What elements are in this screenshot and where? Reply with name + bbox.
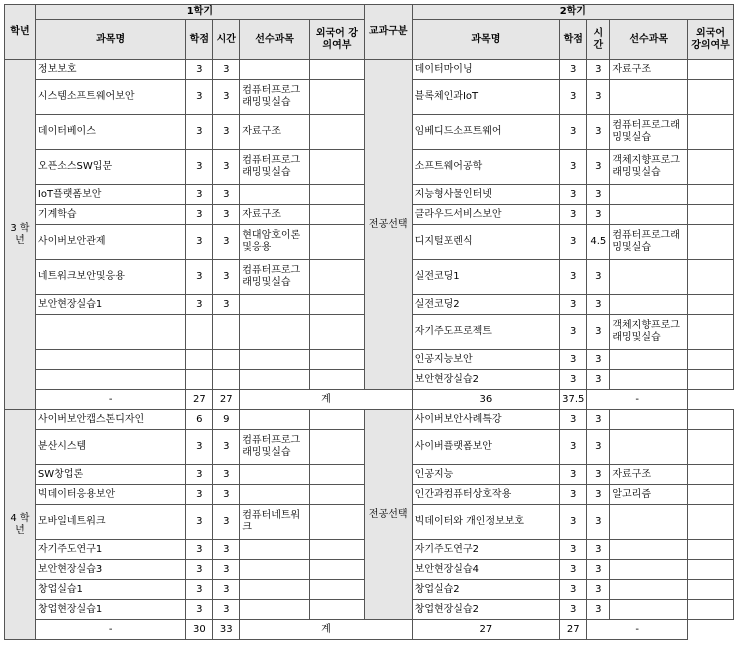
total-row <box>5 390 734 410</box>
s2-prereq-header: 선수과목 <box>610 20 688 60</box>
s1-foreign-lang <box>310 295 365 315</box>
s1-credit: 3 <box>186 80 213 115</box>
semester1-header: 1학기 <box>35 5 364 20</box>
s2-foreign-lang <box>688 430 734 465</box>
s1-prereq <box>240 370 310 390</box>
s2-total-hours: 37.5 <box>560 390 587 410</box>
s1-hours <box>213 350 240 370</box>
s1-hours-header: 시간 <box>213 20 240 60</box>
classification-label: 전공선택 <box>364 410 412 620</box>
s1-foreign-lang <box>310 560 365 580</box>
s1-hours: 3 <box>213 185 240 205</box>
s2-foreign-lang <box>688 410 734 430</box>
s1-course-name: 기계학습 <box>35 205 185 225</box>
s1-course-name: 사이버보안캡스톤디자인 <box>35 410 185 430</box>
s2-hours: 3 <box>587 600 610 620</box>
s2-credit: 3 <box>560 315 587 350</box>
s2-prereq <box>610 430 688 465</box>
s1-hours: 9 <box>213 410 240 430</box>
s1-course-name: 창업현장실습1 <box>35 600 185 620</box>
s2-credit: 3 <box>560 430 587 465</box>
s2-foreign-lang <box>688 225 734 260</box>
s1-credit: 3 <box>186 580 213 600</box>
s2-credit: 3 <box>560 350 587 370</box>
s1-credit: 3 <box>186 185 213 205</box>
s1-total-label: - <box>35 620 185 640</box>
s1-prereq: 컴퓨터프로그래밍및실습 <box>240 430 310 465</box>
s1-course-name: 시스템소프트웨어보안 <box>35 80 185 115</box>
s1-credit: 3 <box>186 560 213 580</box>
s1-hours: 3 <box>213 430 240 465</box>
s2-course-name: 소프트웨어공학 <box>412 150 559 185</box>
s2-foreign-lang <box>688 560 734 580</box>
s1-hours <box>213 370 240 390</box>
s1-total-hours: 33 <box>213 620 240 640</box>
s1-credit: 3 <box>186 600 213 620</box>
s1-course-name: 네트워크보안및응용 <box>35 260 185 295</box>
s2-foreign-lang <box>688 505 734 540</box>
s1-course-name: IoT플랫폼보안 <box>35 185 185 205</box>
s1-prereq: 컴퓨터프로그래밍및실습 <box>240 150 310 185</box>
s1-hours: 3 <box>213 540 240 560</box>
s2-credit: 3 <box>560 60 587 80</box>
s1-foreign-lang <box>310 80 365 115</box>
year-label: 4 학 년 <box>5 410 36 640</box>
s1-prereq <box>240 540 310 560</box>
s1-prereq <box>240 350 310 370</box>
s2-prereq <box>610 600 688 620</box>
curriculum-table <box>4 4 734 640</box>
s2-credit: 3 <box>560 410 587 430</box>
s2-prereq: 컴퓨터프로그래밍및실습 <box>610 225 688 260</box>
classification-header: 교과구분 <box>364 5 412 60</box>
s2-hours: 3 <box>587 260 610 295</box>
s1-course-name <box>35 370 185 390</box>
s2-hours: 3 <box>587 115 610 150</box>
semester2-header: 2학기 <box>412 5 733 20</box>
s2-hours: 3 <box>587 505 610 540</box>
s2-credit: 3 <box>560 560 587 580</box>
s2-prereq <box>610 580 688 600</box>
s1-foreign-lang <box>310 115 365 150</box>
s2-course-name: 보안현장실습4 <box>412 560 559 580</box>
s2-credit: 3 <box>560 465 587 485</box>
s1-credit: 3 <box>186 260 213 295</box>
s1-course-name: 데이터베이스 <box>35 115 185 150</box>
s1-total-hours: 27 <box>213 390 240 410</box>
s1-prereq <box>240 465 310 485</box>
s2-foreign-lang <box>688 115 734 150</box>
s2-course-name: 블록체인과IoT <box>412 80 559 115</box>
s1-hours: 3 <box>213 225 240 260</box>
s1-credit-header: 학점 <box>186 20 213 60</box>
s1-prereq <box>240 600 310 620</box>
s2-hours: 3 <box>587 150 610 185</box>
s1-course-name: SW창업론 <box>35 465 185 485</box>
s1-foreign-lang <box>310 465 365 485</box>
s2-course-name: 지능형사물인터넷 <box>412 185 559 205</box>
s2-total-label: - <box>587 390 688 410</box>
s1-credit: 3 <box>186 540 213 560</box>
s2-hours: 3 <box>587 465 610 485</box>
s1-course-name: 오픈소스SW입문 <box>35 150 185 185</box>
s2-hours-header: 시간 <box>587 20 610 60</box>
s2-foreign-lang <box>688 465 734 485</box>
s2-course-name: 클라우드서비스보안 <box>412 205 559 225</box>
s1-total-credit: 30 <box>186 620 213 640</box>
s2-hours: 3 <box>587 60 610 80</box>
s2-prereq <box>610 410 688 430</box>
s1-foreign-lang <box>310 185 365 205</box>
s2-prereq <box>610 350 688 370</box>
s1-hours: 3 <box>213 80 240 115</box>
s2-foreign-lang <box>688 350 734 370</box>
s1-prereq <box>240 580 310 600</box>
s2-prereq <box>610 185 688 205</box>
s2-course-name: 데이터마이닝 <box>412 60 559 80</box>
s2-credit: 3 <box>560 80 587 115</box>
s1-course-name: 모바일네트워크 <box>35 505 185 540</box>
s2-credit: 3 <box>560 205 587 225</box>
s1-prereq <box>240 60 310 80</box>
table-row <box>5 410 734 430</box>
total-label: 계 <box>240 390 412 410</box>
s2-hours: 3 <box>587 410 610 430</box>
s2-course-name: 인간과컴퓨터상호작용 <box>412 485 559 505</box>
s2-hours: 3 <box>587 370 610 390</box>
s1-foreign-lang <box>310 205 365 225</box>
s2-foreign-lang <box>688 295 734 315</box>
s2-foreign-lang <box>688 205 734 225</box>
s1-foreign-lang-header: 외국어 강의여부 <box>310 20 365 60</box>
s2-foreign-lang <box>688 540 734 560</box>
s1-prereq: 컴퓨터네트워크 <box>240 505 310 540</box>
s1-credit: 3 <box>186 505 213 540</box>
s2-foreign-lang <box>688 150 734 185</box>
s1-course-name: 사이버보안관제 <box>35 225 185 260</box>
s2-prereq <box>610 205 688 225</box>
s1-credit: 3 <box>186 485 213 505</box>
s2-course-name: 실전코딩2 <box>412 295 559 315</box>
s2-credit: 3 <box>560 505 587 540</box>
s1-foreign-lang <box>310 600 365 620</box>
s1-prereq: 현대암호이론및응용 <box>240 225 310 260</box>
s2-credit: 3 <box>560 580 587 600</box>
s2-hours: 3 <box>587 560 610 580</box>
s1-foreign-lang <box>310 60 365 80</box>
s1-credit: 3 <box>186 150 213 185</box>
s1-foreign-lang <box>310 350 365 370</box>
s2-course-name: 사이버플랫폼보안 <box>412 430 559 465</box>
s1-hours: 3 <box>213 465 240 485</box>
table-row <box>5 60 734 80</box>
s2-credit: 3 <box>560 185 587 205</box>
s2-course-name: 보안현장실습2 <box>412 370 559 390</box>
s1-hours: 3 <box>213 600 240 620</box>
s1-course-name: 보안현장실습3 <box>35 560 185 580</box>
s1-hours: 3 <box>213 260 240 295</box>
s2-hours: 3 <box>587 80 610 115</box>
s2-credit: 3 <box>560 485 587 505</box>
s1-foreign-lang <box>310 505 365 540</box>
s2-total-hours: 27 <box>560 620 587 640</box>
s2-prereq <box>610 80 688 115</box>
s1-prereq <box>240 410 310 430</box>
s2-credit: 3 <box>560 540 587 560</box>
s1-prereq: 자료구조 <box>240 205 310 225</box>
s1-course-name: 정보보호 <box>35 60 185 80</box>
s2-prereq <box>610 370 688 390</box>
s2-hours: 3 <box>587 295 610 315</box>
s1-credit: 3 <box>186 115 213 150</box>
s1-prereq <box>240 315 310 350</box>
s2-prereq <box>610 540 688 560</box>
s1-hours: 3 <box>213 205 240 225</box>
s1-foreign-lang <box>310 410 365 430</box>
s1-prereq <box>240 295 310 315</box>
s2-course-name-header: 과목명 <box>412 20 559 60</box>
s1-prereq: 컴퓨터프로그래밍및실습 <box>240 80 310 115</box>
s2-hours: 4.5 <box>587 225 610 260</box>
s1-hours: 3 <box>213 295 240 315</box>
s2-prereq: 객체지향프로그래밍및실습 <box>610 315 688 350</box>
s1-prereq <box>240 560 310 580</box>
s2-course-name: 빅데이터와 개인정보보호 <box>412 505 559 540</box>
s2-foreign-lang <box>688 600 734 620</box>
s1-course-name: 분산시스템 <box>35 430 185 465</box>
s1-hours: 3 <box>213 485 240 505</box>
s1-foreign-lang <box>310 315 365 350</box>
s2-total-label: - <box>587 620 688 640</box>
s1-total-label: - <box>35 390 185 410</box>
s2-hours: 3 <box>587 350 610 370</box>
s1-course-name: 보안현장실습1 <box>35 295 185 315</box>
s1-hours: 3 <box>213 505 240 540</box>
s2-foreign-lang <box>688 315 734 350</box>
s1-credit <box>186 315 213 350</box>
s2-course-name: 자기주도연구2 <box>412 540 559 560</box>
s2-course-name: 자기주도프로젝트 <box>412 315 559 350</box>
s1-prereq <box>240 185 310 205</box>
s2-hours: 3 <box>587 580 610 600</box>
s2-course-name: 인공지능 <box>412 465 559 485</box>
s1-foreign-lang <box>310 485 365 505</box>
s2-credit: 3 <box>560 150 587 185</box>
s1-credit: 3 <box>186 295 213 315</box>
s2-prereq: 자료구조 <box>610 60 688 80</box>
s1-hours: 3 <box>213 580 240 600</box>
s1-credit: 3 <box>186 465 213 485</box>
s2-foreign-lang <box>688 580 734 600</box>
s2-prereq: 알고리즘 <box>610 485 688 505</box>
s2-prereq: 컴퓨터프로그래밍및실습 <box>610 115 688 150</box>
s1-prereq: 자료구조 <box>240 115 310 150</box>
s1-foreign-lang <box>310 430 365 465</box>
s1-foreign-lang <box>310 540 365 560</box>
s2-hours: 3 <box>587 205 610 225</box>
s2-total-credit: 36 <box>412 390 559 410</box>
s1-credit: 3 <box>186 205 213 225</box>
s1-course-name-header: 과목명 <box>35 20 185 60</box>
s2-foreign-lang <box>688 370 734 390</box>
s2-course-name: 실전코딩1 <box>412 260 559 295</box>
s2-course-name: 임베디드소프트웨어 <box>412 115 559 150</box>
s1-credit <box>186 370 213 390</box>
year-header: 학년 <box>5 5 36 60</box>
s1-foreign-lang <box>310 580 365 600</box>
s2-foreign-lang <box>688 485 734 505</box>
s1-course-name <box>35 350 185 370</box>
s2-prereq: 객체지향프로그래밍및실습 <box>610 150 688 185</box>
s2-credit: 3 <box>560 600 587 620</box>
total-row <box>5 620 734 640</box>
total-label: 계 <box>240 620 412 640</box>
s1-prereq <box>240 485 310 505</box>
s2-prereq <box>610 295 688 315</box>
s2-course-name: 사이버보안사례특강 <box>412 410 559 430</box>
s2-hours: 3 <box>587 540 610 560</box>
s2-credit: 3 <box>560 115 587 150</box>
s2-credit: 3 <box>560 260 587 295</box>
s2-hours: 3 <box>587 485 610 505</box>
s2-credit-header: 학점 <box>560 20 587 60</box>
s1-credit: 6 <box>186 410 213 430</box>
s1-credit: 3 <box>186 430 213 465</box>
s1-credit: 3 <box>186 60 213 80</box>
s2-prereq <box>610 260 688 295</box>
year-label: 3 학 년 <box>5 60 36 410</box>
s1-hours: 3 <box>213 560 240 580</box>
s1-prereq-header: 선수과목 <box>240 20 310 60</box>
s2-course-name: 창업실습2 <box>412 580 559 600</box>
s1-course-name <box>35 315 185 350</box>
s2-course-name: 디지털포렌식 <box>412 225 559 260</box>
s1-course-name: 자기주도연구1 <box>35 540 185 560</box>
s1-credit <box>186 350 213 370</box>
s2-course-name: 창업현장실습2 <box>412 600 559 620</box>
s2-prereq <box>610 505 688 540</box>
s2-foreign-lang <box>688 80 734 115</box>
s2-credit: 3 <box>560 295 587 315</box>
s1-hours: 3 <box>213 115 240 150</box>
s2-hours: 3 <box>587 430 610 465</box>
s2-foreign-lang-header: 외국어 강의여부 <box>688 20 734 60</box>
s1-course-name: 창업실습1 <box>35 580 185 600</box>
s2-credit: 3 <box>560 370 587 390</box>
s1-credit: 3 <box>186 225 213 260</box>
s2-total-credit: 27 <box>412 620 559 640</box>
s1-hours: 3 <box>213 150 240 185</box>
s2-hours: 3 <box>587 315 610 350</box>
s1-hours: 3 <box>213 60 240 80</box>
s2-course-name: 인공지능보안 <box>412 350 559 370</box>
s2-foreign-lang <box>688 260 734 295</box>
s2-foreign-lang <box>688 185 734 205</box>
s1-foreign-lang <box>310 225 365 260</box>
s1-prereq: 컴퓨터프로그래밍및실습 <box>240 260 310 295</box>
classification-label: 전공선택 <box>364 60 412 390</box>
s1-foreign-lang <box>310 260 365 295</box>
s2-prereq: 자료구조 <box>610 465 688 485</box>
s1-hours <box>213 315 240 350</box>
s2-foreign-lang <box>688 60 734 80</box>
s2-credit: 3 <box>560 225 587 260</box>
s2-prereq <box>610 560 688 580</box>
s1-foreign-lang <box>310 370 365 390</box>
s1-foreign-lang <box>310 150 365 185</box>
s1-total-credit: 27 <box>186 390 213 410</box>
s1-course-name: 빅데이터응용보안 <box>35 485 185 505</box>
s2-hours: 3 <box>587 185 610 205</box>
